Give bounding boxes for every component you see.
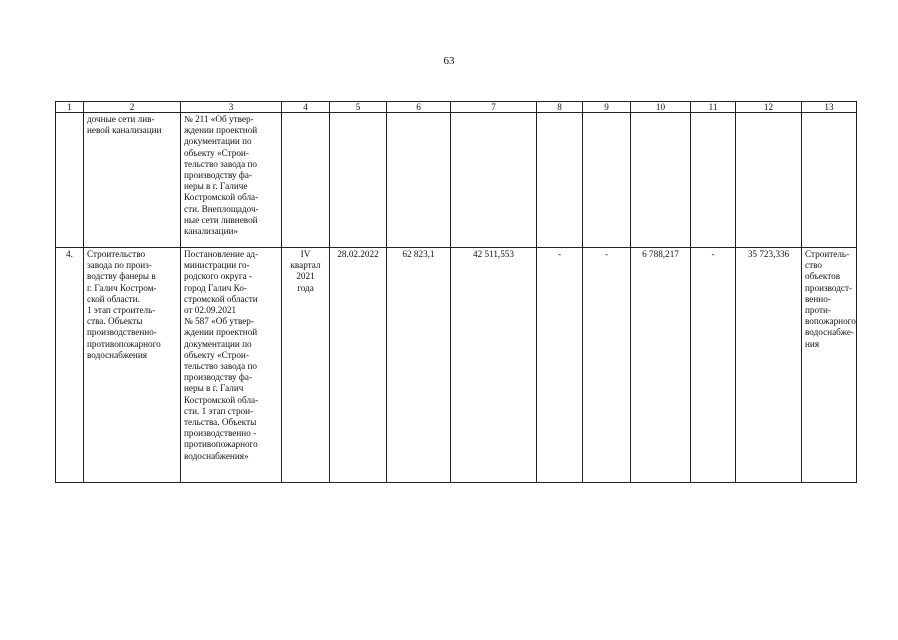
col-header-3: 3 bbox=[181, 102, 282, 113]
value-cell bbox=[631, 113, 691, 248]
document-cell: № 211 «Об утвер- ждении проектной документации по объекту «Строи- тельство завода по производству фа- неры в г. Галиче Костромской обла- сти. Внеплощадоч- ные сети ливневой канализации» bbox=[181, 113, 282, 248]
value-cell: 42 511,553 bbox=[451, 248, 537, 483]
value-cell: - bbox=[583, 248, 631, 483]
value-cell bbox=[583, 113, 631, 248]
value-cell bbox=[691, 113, 736, 248]
header-row bbox=[56, 102, 857, 113]
object-name-cell: Строительство завода по произ- водству фанеры в г. Галич Костром- ской области. 1 этап строитель- ства. Объекты производственно- противопожарного водоснабжения bbox=[84, 248, 181, 483]
object-name-cell: дочные сети лив- невой канализации bbox=[84, 113, 181, 248]
note-cell: Строитель- ство объектов производст- венно-проти- вопожарного водоснабже- ния bbox=[802, 248, 857, 483]
date-cell: 28.02.2022 bbox=[330, 248, 387, 483]
table-row bbox=[56, 113, 857, 248]
col-header-12: 12 bbox=[736, 102, 802, 113]
data-table bbox=[55, 101, 857, 483]
col-header-2: 2 bbox=[84, 102, 181, 113]
value-cell bbox=[736, 113, 802, 248]
period-cell bbox=[282, 113, 330, 248]
col-header-1: 1 bbox=[56, 102, 84, 113]
value-cell: - bbox=[691, 248, 736, 483]
col-header-5: 5 bbox=[330, 102, 387, 113]
document-cell: Постановление ад- министрации го- родского округа - город Галич Ко- стромской области от 02.09.2021 № 587 «Об утвер- ждении проектной документации по объекту «Строи- тельство завода по производству фа- неры в г. Галич Костромской обла- сти. 1 этап строи- тельства. Объекты производственно - противопожарного водоснабжения» bbox=[181, 248, 282, 483]
col-header-9: 9 bbox=[583, 102, 631, 113]
value-cell: 35 723,336 bbox=[736, 248, 802, 483]
value-cell bbox=[537, 113, 583, 248]
col-header-4: 4 bbox=[282, 102, 330, 113]
value-cell bbox=[451, 113, 537, 248]
period-cell: IV квартал 2021 года bbox=[282, 248, 330, 483]
col-header-6: 6 bbox=[387, 102, 451, 113]
table-row bbox=[56, 248, 857, 483]
value-cell: 62 823,1 bbox=[387, 248, 451, 483]
col-header-8: 8 bbox=[537, 102, 583, 113]
row-number-cell bbox=[56, 113, 84, 248]
col-header-7: 7 bbox=[451, 102, 537, 113]
page-number: 63 bbox=[443, 55, 455, 67]
value-cell: - bbox=[537, 248, 583, 483]
col-header-10: 10 bbox=[631, 102, 691, 113]
row-number-cell: 4. bbox=[56, 248, 84, 483]
col-header-11: 11 bbox=[691, 102, 736, 113]
col-header-13: 13 bbox=[802, 102, 857, 113]
date-cell bbox=[330, 113, 387, 248]
value-cell bbox=[387, 113, 451, 248]
note-cell bbox=[802, 113, 857, 248]
value-cell: 6 788,217 bbox=[631, 248, 691, 483]
